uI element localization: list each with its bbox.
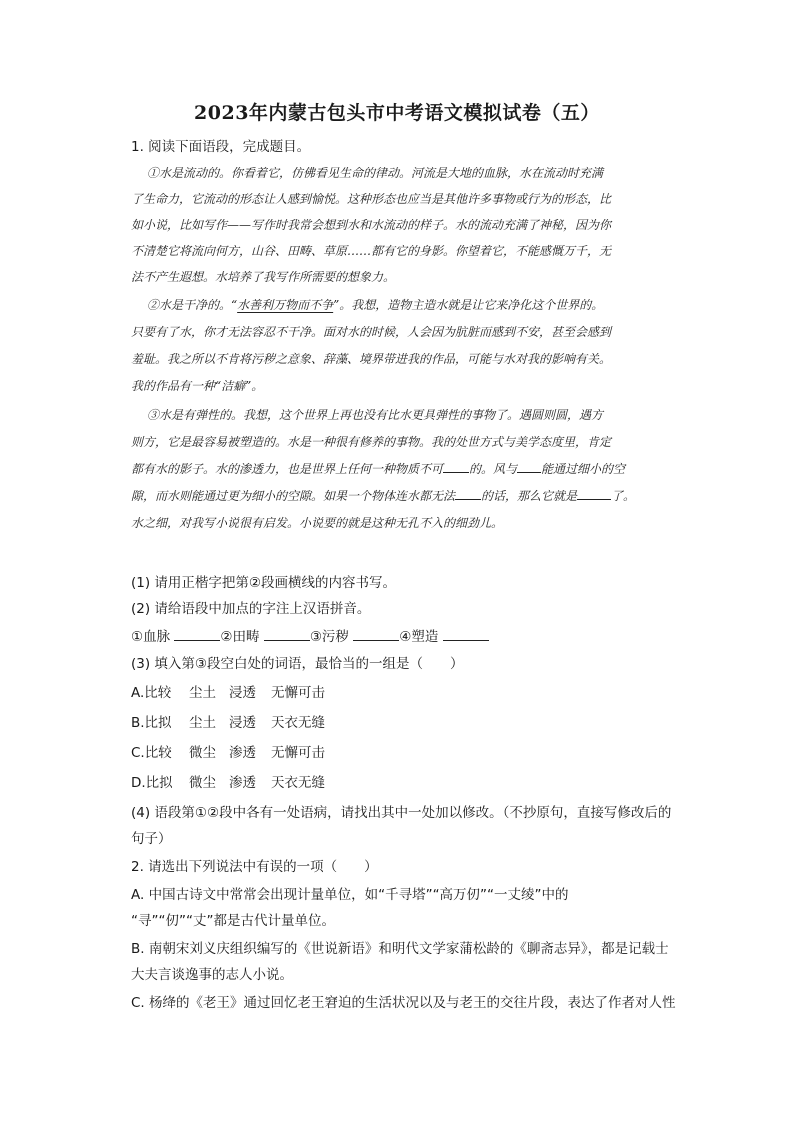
option-word: 微尘 <box>189 745 216 761</box>
pinyin-item: ③污秽 <box>309 629 349 645</box>
passage-text: ”。我想，造物主造水就是让它来净化这个世界的。 <box>333 298 604 312</box>
pinyin-item: ①血脉 <box>131 629 171 645</box>
sub-question-4: (4) 语段第①②段中各有一处语病，请找出其中一处加以修改。（不抄原句，直接写修改后的 <box>131 805 672 821</box>
q2-option-a-cont: “寻”“仞”“丈”都是古代计量单位。 <box>131 913 335 929</box>
question-2-stem: 2. 请选出下列说法中有误的一项（ ） <box>131 859 378 875</box>
q2-option-b[interactable]: B. 南朝宋刘义庆组织编写的《世说新语》和明代文学家蒲松龄的《聊斋志异》，都是记载士 <box>131 941 669 957</box>
option-d[interactable] <box>131 773 325 793</box>
option-label: C.比较 <box>131 745 172 761</box>
option-word: 浸透 <box>229 685 256 701</box>
q2-option-a[interactable]: A. 中国古诗文中常常会出现计量单位，如“千寻塔”“高万仞”“一丈绫”中的 <box>131 887 569 903</box>
option-word: 渗透 <box>229 745 256 761</box>
passage-p3-line <box>131 486 635 506</box>
option-label: B.比拟 <box>131 715 172 731</box>
underlined-quote: 水善利万物而不争 <box>237 298 334 312</box>
passage-text: ②水是干净的。“ <box>147 298 238 312</box>
passage-p3-line: 水之细，对我写小说很有启发。小说要的就是这种无孔不入的细劲儿。 <box>131 516 504 530</box>
passage-text: 的。风与 <box>469 462 518 476</box>
passage-p3-line: 则方，它是最容易被塑造的。水是一种很有修养的事物。我的处世方式与美学态度里，肯定 <box>131 435 612 449</box>
pinyin-item: ②田畴 <box>220 629 260 645</box>
passage-text: 隙，而水则能通过更为细小的空隙。如果一个物体连水都无法 <box>131 489 456 503</box>
passage-p1-line: 不清楚它将流向何方，山谷、田畴、草原……都有它的身影。你望着它，不能感慨万千，无 <box>131 244 612 258</box>
fill-blank[interactable] <box>443 460 469 473</box>
passage-p1-line: 如小说，比如写作——写作时我常会想到水和水流动的样子。水的流动充满了神秘，因为你 <box>131 218 612 232</box>
q2-option-b-cont: 大夫言谈逸事的志人小说。 <box>131 967 293 983</box>
page-title: 2023年内蒙古包头市中考语文模拟试卷（五） <box>194 102 600 124</box>
option-word: 天衣无缝 <box>271 775 325 791</box>
answer-blank[interactable] <box>264 628 310 641</box>
option-word: 尘土 <box>189 685 216 701</box>
passage-p1-line: 法不产生遐想。水培养了我写作所需要的想象力。 <box>131 270 396 284</box>
option-c[interactable] <box>131 743 325 763</box>
passage-p3-line <box>131 459 625 479</box>
fill-blank[interactable] <box>577 487 611 500</box>
sub-question-4-cont: 句子） <box>131 831 172 847</box>
passage-p2-line: 羞耻。我之所以不肯将污秽之意象、辞藻、境界带进我的作品，可能与水对我的影响有关。 <box>131 352 612 366</box>
passage-p3-line: ③水是有弹性的。我想，这个世界上再也没有比水更具弹性的事物了。遇圆则圆，遇方 <box>147 408 604 422</box>
fill-blank[interactable] <box>455 487 481 500</box>
fill-blank[interactable] <box>517 460 541 473</box>
sub-question-2: (2) 请给语段中加点的字注上汉语拼音。 <box>131 601 371 617</box>
sub-question-3: (3) 填入第③段空白处的词语，最恰当的一组是（ ） <box>131 656 464 672</box>
option-label: D.比拟 <box>131 775 173 791</box>
passage-p2-line: 只要有了水，你才无法容忍不干净。面对水的时候，人会因为肮脏而感到不安，甚至会感到 <box>131 325 612 339</box>
passage-p2-line <box>147 295 603 315</box>
question-1-stem: 1. 阅读下面语段，完成题目。 <box>131 139 311 155</box>
answer-blank[interactable] <box>443 628 489 641</box>
option-word: 微尘 <box>189 775 216 791</box>
passage-text: 了。 <box>611 489 636 503</box>
option-word: 天衣无缝 <box>271 715 325 731</box>
option-word: 浸透 <box>229 715 256 731</box>
option-word: 无懈可击 <box>271 685 325 701</box>
passage-p2-line: 我的作品有一种“洁癖”。 <box>131 379 264 393</box>
passage-p1-line: 了生命力，它流动的形态让人感到愉悦。这种形态也应当是其他许多事物或行为的形态，比 <box>131 192 612 206</box>
passage-text: 能通过细小的空 <box>541 462 626 476</box>
pinyin-item: ④塑造 <box>399 629 439 645</box>
pinyin-row <box>131 627 489 647</box>
passage-p1-line: ①水是流动的。你看着它，仿佛看见生命的律动。河流是大地的血脉，水在流动时充满 <box>147 166 604 180</box>
option-label: A.比较 <box>131 685 172 701</box>
option-word: 渗透 <box>229 775 256 791</box>
answer-blank[interactable] <box>174 628 220 641</box>
option-word: 尘土 <box>189 715 216 731</box>
option-word: 无懈可击 <box>271 745 325 761</box>
q2-option-c[interactable]: C. 杨绛的《老王》通过回忆老王窘迫的生活状况以及与老王的交往片段，表达了作者对人性 <box>131 995 676 1011</box>
sub-question-1: (1) 请用正楷字把第②段画横线的内容书写。 <box>131 575 397 591</box>
option-a[interactable] <box>131 683 325 703</box>
passage-text: 的话，那么它就是 <box>481 489 578 503</box>
answer-blank[interactable] <box>353 628 399 641</box>
passage-text: 都有水的影子。水的渗透力，也是世界上任何一种物质不可 <box>131 462 444 476</box>
option-b[interactable] <box>131 713 325 733</box>
